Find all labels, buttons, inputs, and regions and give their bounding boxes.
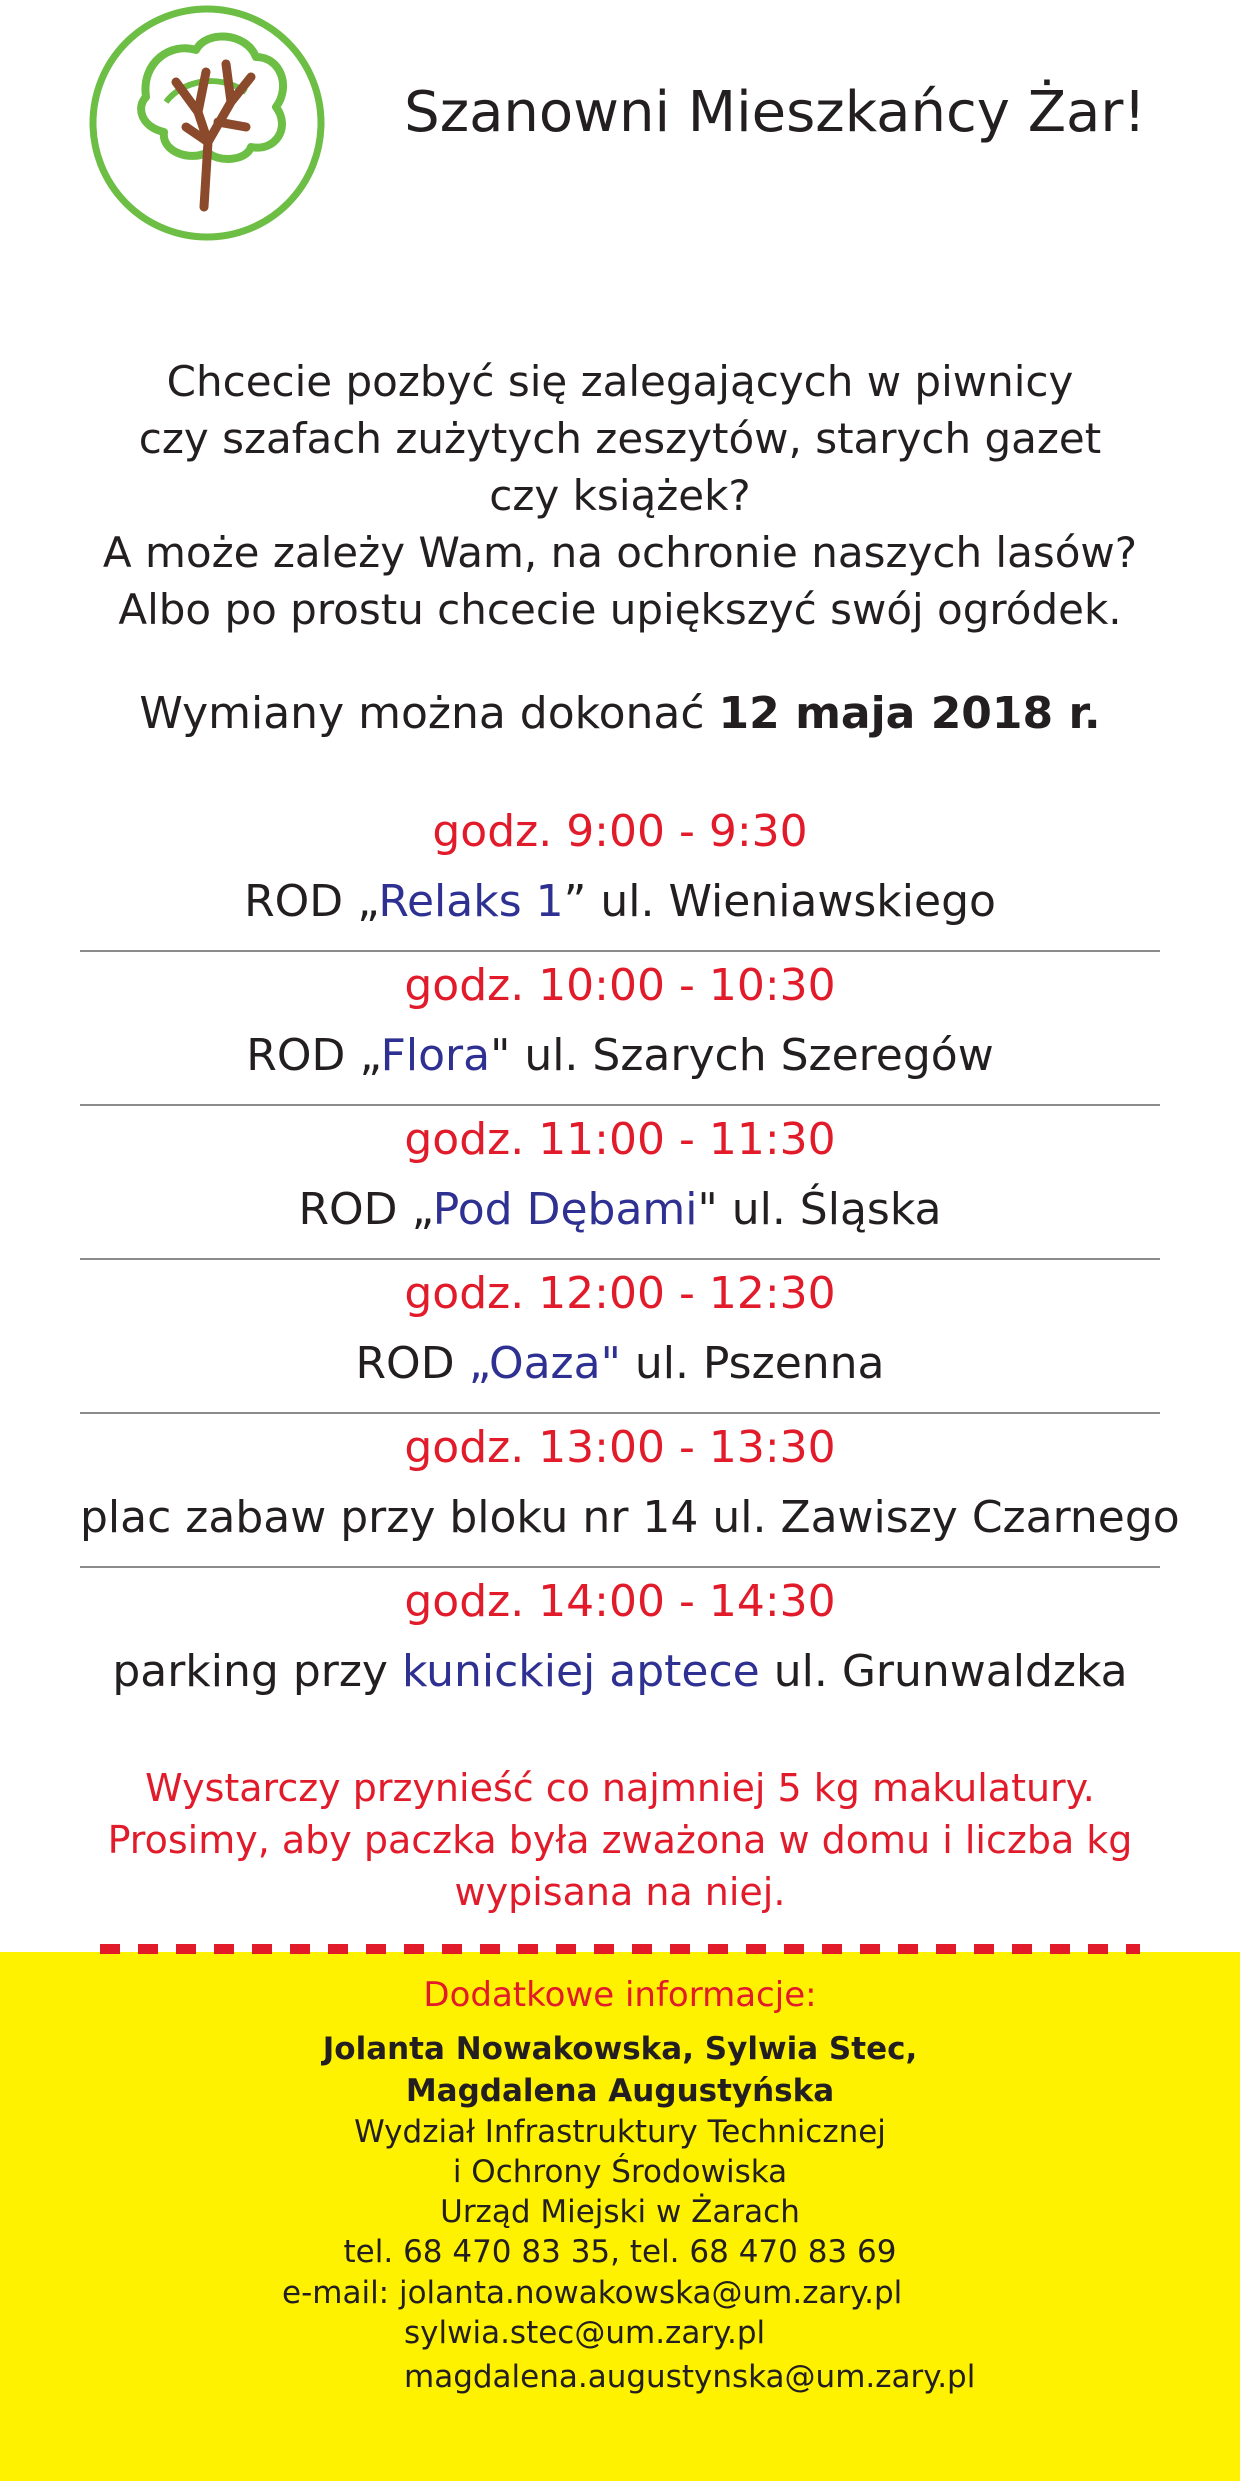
schedule-slot: [80, 1262, 1160, 1414]
contact-header: Dodatkowe informacje:: [423, 1975, 817, 2015]
intro-line: czy książek?: [489, 471, 751, 520]
contact-names: Jolanta Nowakowska, Sylwia Stec,: [322, 2031, 918, 2067]
slot-time: godz. 14:00 - 14:30: [404, 1576, 836, 1627]
office: Urząd Miejski w Żarach: [440, 2194, 800, 2230]
slot-time: godz. 9:00 - 9:30: [432, 806, 808, 857]
place-name: Flora: [380, 1030, 491, 1081]
schedule-slot: [80, 1416, 1180, 1568]
contact-info: [0, 1972, 1240, 2272]
schedule-slot: [80, 954, 1160, 1106]
place-name: Pod Dębami: [432, 1184, 698, 1235]
schedule-list: [80, 800, 1180, 1710]
department: i Ochrony Środowiska: [452, 2154, 788, 2190]
slot-time: godz. 13:00 - 13:30: [404, 1422, 836, 1473]
intro-line: Chcecie pozbyć się zalegających w piwnicy: [166, 357, 1074, 406]
contact-names: Magdalena Augustyńska: [405, 2073, 835, 2109]
intro-text: [40, 353, 1200, 638]
email-link[interactable]: sylwia.stec@um.zary.pl: [404, 2315, 766, 2351]
requirements-note: [80, 1762, 1160, 1918]
date-prefix: Wymiany można dokonać: [139, 688, 719, 739]
place-name: „Oaza": [468, 1338, 621, 1389]
slot-place: ROD „Flora" ul. Szarych Szeregów: [246, 1030, 994, 1081]
exchange-date: [40, 688, 1200, 739]
page-title: Szanowni Mieszkańcy Żar!: [404, 80, 1146, 145]
intro-line: A może zależy Wam, na ochronie naszych lasów?: [102, 528, 1138, 577]
slot-place: plac zabaw przy bloku nr 14 ul. Zawiszy Czarnego: [80, 1492, 1180, 1543]
slot-place: ROD „Pod Dębami" ul. Śląska: [298, 1184, 942, 1235]
place-name: kunickiej aptece: [401, 1646, 760, 1697]
dashed-divider: [100, 1944, 1140, 1954]
tree-logo-icon: [86, 2, 328, 244]
schedule-slot: [80, 1108, 1160, 1260]
schedule-slot: [80, 1570, 1160, 1710]
intro-line: czy szafach zużytych zeszytów, starych gazet: [138, 414, 1102, 463]
slot-time: godz. 12:00 - 12:30: [404, 1268, 836, 1319]
email-link[interactable]: e-mail: jolanta.nowakowska@um.zary.pl: [282, 2275, 903, 2311]
note-line: Wystarczy przynieść co najmniej 5 kg makulatury.: [145, 1766, 1095, 1810]
note-line: wypisana na niej.: [454, 1870, 786, 1914]
date-value: 12 maja 2018 r.: [718, 688, 1101, 739]
email-link[interactable]: magdalena.augustynska@um.zary.pl: [404, 2359, 976, 2395]
slot-time: godz. 11:00 - 11:30: [404, 1114, 836, 1165]
phone-numbers: tel. 68 470 83 35, tel. 68 470 83 69: [343, 2234, 897, 2270]
schedule-slot: [80, 800, 1160, 952]
slot-place: ROD „Relaks 1” ul. Wieniawskiego: [244, 876, 996, 927]
department: Wydział Infrastruktury Technicznej: [354, 2114, 886, 2150]
note-line: Prosimy, aby paczka była zważona w domu i liczba kg: [107, 1818, 1133, 1862]
intro-line: Albo po prostu chcecie upiększyć swój ogródek.: [118, 585, 1122, 634]
slot-place: ROD „Oaza" ul. Pszenna: [355, 1338, 885, 1389]
slot-place: parking przy kunickiej aptece ul. Grunwaldzka: [112, 1646, 1128, 1697]
slot-time: godz. 10:00 - 10:30: [404, 960, 836, 1011]
place-name: Relaks 1: [378, 876, 564, 927]
